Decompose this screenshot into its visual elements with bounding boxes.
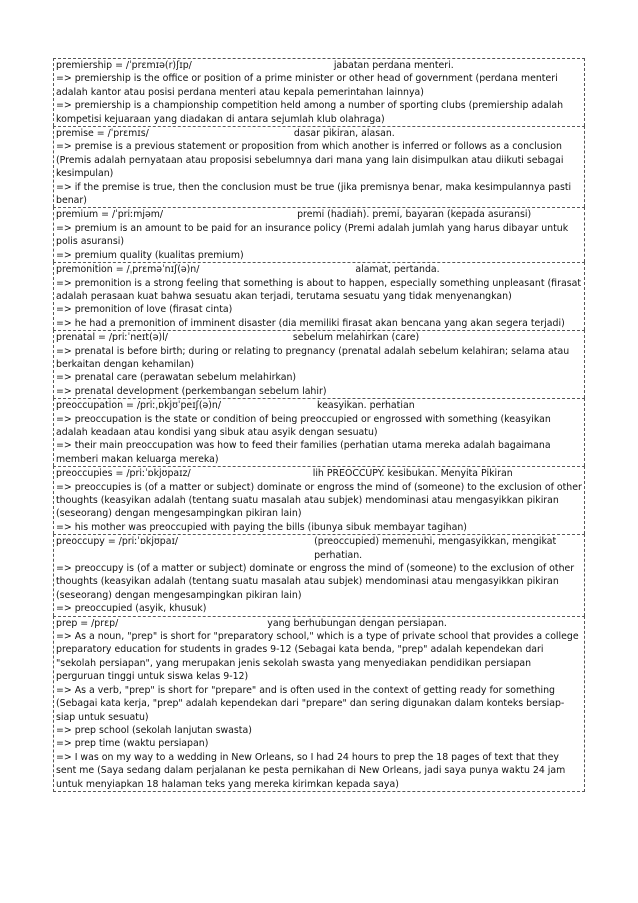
entry-definition-line: => his mother was preoccupied with paying the bills (ibunya sibuk membayar tagihan)	[56, 521, 467, 533]
entry-definition-line: => I was on my way to a wedding in New Orleans, so I had 24 hours to prep the 18 pages of text that they sent me (Saya sedang dalam perjalanan ke pesta pernikahan di New Orleans, jadi saya punya waktu 24 jam untuk menyiapkan 18 halaman teks yang mereka kirimkan kepada saya)	[56, 751, 566, 790]
dictionary-page	[53, 58, 585, 792]
entry-definition-line: => preoccupation is the state or condition of being preoccupied or engrossed with something (keasyikan adalah keadaan atau kondisi yang sibuk atau asyik dengan sesuatu)	[56, 413, 551, 438]
entry-headword: premonition = /ˌprɛməˈnɪʃ(ə)n/	[56, 264, 200, 276]
entry-heading-row	[54, 617, 584, 630]
entry-heading-row	[54, 535, 584, 562]
entry-meaning: jabatan perdana menteri.	[333, 60, 454, 71]
entry-meaning: yang berhubungan dengan persiapan.	[267, 617, 447, 629]
entry-heading-row	[54, 208, 584, 221]
entry-definition-line: => As a noun, "prep" is short for "preparatory school," which is a type of private school that provides a college preparatory education for students in grades 9-12 (Sebagai kata benda, "prep" adalah kependekan dari "sekolah persiapan", yang merupakan jenis sekolah swasta yang menyediakan pendidikan persiapan perguruan tinggi untuk siswa kelas 9-12)	[56, 631, 579, 683]
entry-heading-row	[54, 59, 584, 72]
entry-definition-line: => premium quality (kualitas premium)	[56, 249, 244, 261]
entry-meaning: lih PREOCCUPY. kesibukan. Menyita Pikiran	[312, 468, 513, 480]
entry-definition-line: => premise is a previous statement or proposition from which another is inferred or follows as a conclusion (Premis adalah pernyataan atau proposisi sebelumnya dari mana yang lain disimpulkan atau diikuti sebagai kesimpulan)	[56, 141, 564, 180]
dictionary-entry	[53, 262, 585, 330]
entry-heading-row	[54, 127, 584, 140]
dictionary-entry	[53, 58, 585, 126]
entry-definition-line: => if the premise is true, then the conclusion must be true (jika premisnya benar, maka kesimpulannya pasti benar)	[56, 181, 572, 207]
entry-meaning: sebelum melahirkan (care)	[292, 332, 420, 344]
dictionary-entry	[53, 207, 585, 262]
entry-definition-line: => preoccupies is (of a matter or subject) dominate or engross the mind of (someone) to the exclusion of other thoughts (keasyikan adalah (tentang suatu masalah atau subjek) mendominasi atau mengasyikkan pikiran (seseorang) dengan mengesampingkan pikiran lain)	[56, 481, 582, 520]
entry-definition-line: => prenatal is before birth; during or relating to pregnancy (prenatal adalah sebelum kelahiran; selama atau berkaitan dengan kehamilan)	[56, 345, 570, 370]
entry-definition-line: => premonition is a strong feeling that something is about to happen, especially something unpleasant (firasat adalah perasaan kuat bahwa sesuatu akan terjadi, terutama sesuatu yang tidak menyenangkan)	[56, 277, 581, 302]
entry-definition-line: => premiership is the office or position of a prime minister or other head of government (perdana menteri adalah kantor atau posisi perdana menteri atau kepala pemerintahan lainnya)	[56, 73, 558, 98]
entry-headword: premium = /ˈpriːmjəm/	[56, 209, 164, 221]
entry-heading-row	[54, 263, 584, 276]
entry-headword: prep = /prɛp/	[56, 617, 119, 629]
entry-definition-line: => premonition of love (firasat cinta)	[56, 304, 233, 316]
entry-headword: premise = /ˈprɛmɪs/	[56, 128, 149, 140]
entry-headword: preoccupy = /priːˈɒkjʊpaɪ/	[56, 536, 179, 548]
entry-definition-line: => preoccupy is (of a matter or subject) dominate or engross the mind of (someone) to the exclusion of other thoughts (keasyikan adalah (tentang suatu masalah atau subjek) mendominasi atau mengasyikkan pikiran (seseorang) dengan mengesampingkan pikiran lain)	[56, 563, 575, 601]
entry-meaning: premi (hadiah). premi, bayaran (kepada asuransi)	[297, 209, 532, 221]
dictionary-entry	[53, 616, 585, 792]
entry-definition-line: => prenatal development (perkembangan sebelum lahir)	[56, 385, 327, 397]
entry-definition-line: => prep school (sekolah lanjutan swasta)	[56, 724, 252, 736]
entry-definition-line: => premiership is a championship competition held among a number of sporting clubs (premiership adalah kompetisi kejuaraan yang diadakan di antara sejumlah klub olahraga)	[56, 100, 564, 125]
dictionary-entry	[53, 330, 585, 398]
entry-heading-row	[54, 331, 584, 344]
entry-meaning: alamat, pertanda.	[355, 264, 440, 276]
dictionary-entry	[53, 126, 585, 207]
entry-meaning: (preoccupied) memenuhi, mengasyikkan, mengikat perhatian.	[314, 536, 557, 561]
entry-definition-line: => As a verb, "prep" is short for "prepare" and is often used in the context of getting ready for something (Sebagai kata kerja, "prep" adalah kependekan dari "prepare" dan sering digunakan dalam konteks bersiap-siap untuk sesuatu)	[56, 684, 565, 723]
entry-heading-row	[54, 467, 584, 480]
entry-definition-line: => prep time (waktu persiapan)	[56, 738, 209, 750]
entry-meaning: dasar pikiran, alasan.	[293, 128, 395, 140]
entry-definition-line: => their main preoccupation was how to feed their families (perhatian utama mereka adalah bagaimana memberi makan keluarga mereka)	[56, 440, 551, 465]
dictionary-entry	[53, 398, 585, 466]
dictionary-entry	[53, 466, 585, 534]
entry-headword: preoccupation = /priːˌɒkjʊˈpeɪʃ(ə)n/	[56, 400, 222, 412]
entry-headword: preoccupies = /priːˈɒkjʊpaɪz/	[56, 468, 191, 480]
entry-headword: prenatal = /priːˈneɪt(ə)l/	[56, 332, 168, 344]
entry-definition-line: => preoccupied (asyik, khusuk)	[56, 603, 207, 615]
entry-headword: premiership = /ˈprɛmɪə(r)ʃɪp/	[56, 60, 192, 71]
entry-definition-line: => he had a premonition of imminent disaster (dia memiliki firasat akan bencana yang akan segera terjadi)	[56, 317, 565, 329]
entry-definition-line: => premium is an amount to be paid for an insurance policy (Premi adalah jumlah yang harus dibayar untuk polis asuransi)	[56, 222, 569, 248]
entry-heading-row	[54, 399, 584, 412]
dictionary-entry	[53, 534, 585, 615]
entry-definition-line: => prenatal care (perawatan sebelum melahirkan)	[56, 372, 297, 384]
entry-meaning: keasyikan. perhatian	[317, 400, 415, 412]
